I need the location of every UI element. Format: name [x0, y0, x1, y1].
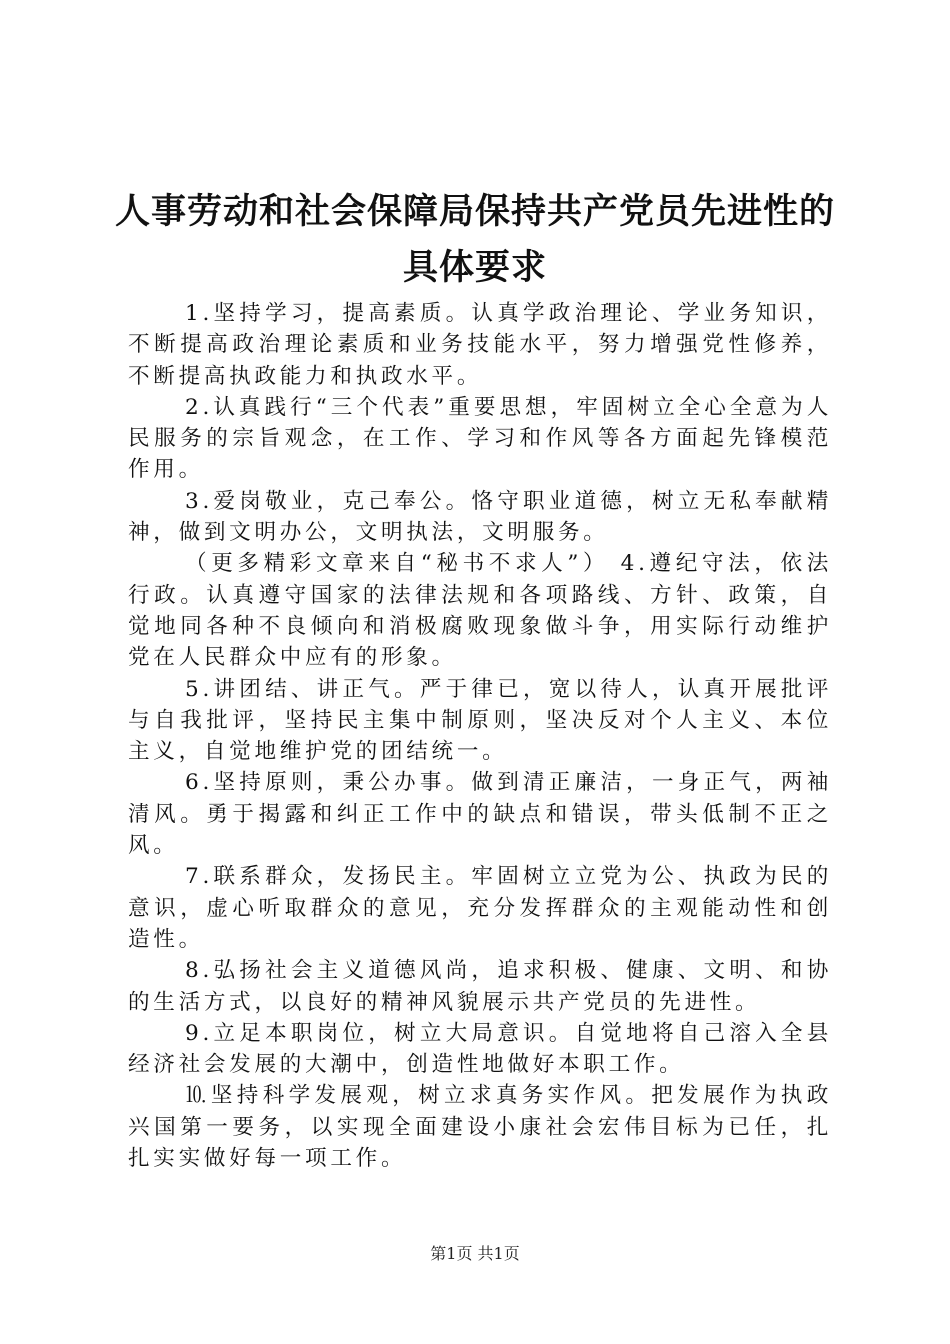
- paragraph-10: ⒑坚持科学发展观，树立求真务实作风。把发展作为执政兴国第一要务，以实现全面建设小康社会宏伟目标为已任，扎扎实实做好每一项工作。: [128, 1083, 832, 1172]
- paragraph-4: （更多精彩文章来自“秘书不求人”） 4.遵纪守法，依法行政。认真遵守国家的法律法规和各项路线、方针、政策，自觉地同各种不良倾向和消极腐败现象做斗争，用实际行动维护党在人民群众中应有的形象。: [128, 551, 832, 671]
- paragraph-6: 6.坚持原则，秉公办事。做到清正廉洁，一身正气，两袖清风。勇于揭露和纠正工作中的缺点和错误，带头低制不正之风。: [128, 770, 832, 859]
- paragraph-3: 3.爱岗敬业，克己奉公。恪守职业道德，树立无私奉献精神，做到文明办公，文明执法，文明服务。: [128, 488, 832, 546]
- paragraph-1: 1.坚持学习，提高素质。认真学政治理论、学业务知识，不断提高政治理论素质和业务技能水平，努力增强党性修养，不断提高执政能力和执政水平。: [128, 301, 832, 389]
- paragraph-7: 7.联系群众，发扬民主。牢固树立立党为公、执政为民的意识，虚心听取群众的意见，充分发挥群众的主观能动性和创造性。: [128, 864, 832, 952]
- paragraph-9: 9.立足本职岗位，树立大局意识。自觉地将自己溶入全县经济社会发展的大潮中，创造性地做好本职工作。: [128, 1020, 832, 1078]
- document-body: [128, 298, 832, 1174]
- paragraph-2: 2.认真践行“三个代表”重要思想，牢固树立全心全意为人民服务的宗旨观念，在工作、学习和作风等各方面起先锋模范作用。: [128, 394, 832, 483]
- paragraph-5: 5.讲团结、讲正气。严于律已，宽以待人，认真开展批评与自我批评，坚持民主集中制原则，坚决反对个人主义、本位主义，自觉地维护党的团结统一。: [128, 676, 832, 765]
- document-title-line-1: 人事劳动和社会保障局保持共产党员先进性的: [114, 191, 835, 232]
- page-footer: 第1页 共1页: [430, 1244, 520, 1263]
- paragraph-8: 8.弘扬社会主义道德风尚，追求积极、健康、文明、和协的生活方式，以良好的精神风貌展示共产党员的先进性。: [128, 958, 832, 1015]
- document-title-line-2: 具体要求: [402, 247, 547, 288]
